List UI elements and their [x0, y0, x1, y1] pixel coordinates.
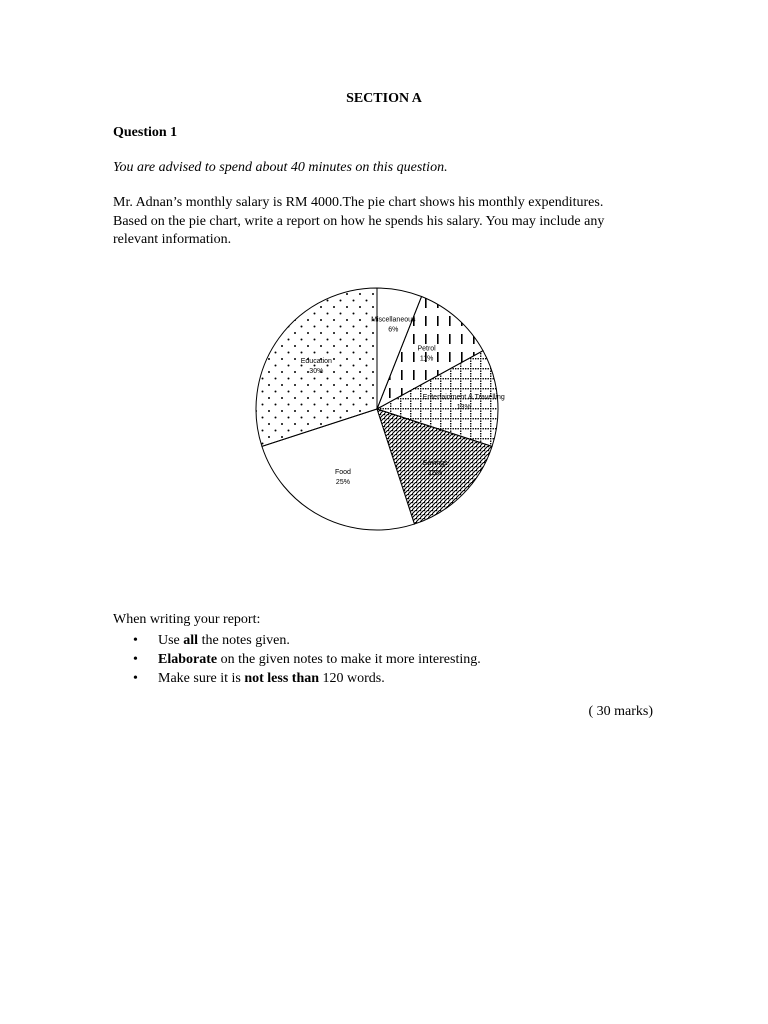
slice-value-label: 25% [335, 478, 350, 486]
list-item [133, 631, 481, 650]
bullet-icon: • [133, 671, 138, 686]
slice-label: Savings [422, 460, 448, 468]
note-text: Use [158, 633, 184, 648]
time-advice: You are advised to spend about 40 minutes on this question. [113, 160, 448, 175]
list-item [133, 669, 481, 688]
paragraph-line: relevant information. [113, 232, 232, 247]
paragraph-line: Mr. Adnan’s monthly salary is RM 4000.The pie chart shows his monthly expenditures. [113, 195, 604, 210]
paragraph-line: Based on the pie chart, write a report on how he spends his salary. You may include any [113, 213, 605, 229]
note-text: on the given notes to make it more interesting. [217, 652, 481, 667]
note-text: Make sure it is [158, 671, 245, 686]
slice-label: Education [300, 357, 332, 365]
slice-value-label: 11% [419, 355, 434, 363]
note-bold: all [183, 633, 199, 648]
slice-label: Petrol [417, 345, 436, 353]
bullet-icon: • [133, 633, 138, 648]
question-title: Question 1 [113, 125, 178, 140]
pie-svg [240, 278, 520, 548]
note-text: the notes given. [198, 633, 290, 648]
slice-label: Food [334, 468, 351, 476]
slice-label: Entertainment & Travelling [422, 393, 505, 401]
note-text: 120 words. [319, 671, 385, 686]
bullet-icon: • [133, 652, 138, 667]
note-bold: not less than [244, 671, 320, 686]
slice-value-label: 13% [456, 403, 471, 411]
expenditure-pie-chart [240, 278, 520, 548]
question-paragraph [113, 194, 673, 250]
section-title: SECTION A [346, 91, 422, 106]
note-bold: Elaborate [158, 652, 218, 667]
notes-list [133, 631, 481, 688]
slice-label: Miscellaneous [371, 316, 416, 324]
notes-heading: When writing your report: [113, 612, 261, 627]
slice-value-label: 30% [309, 367, 324, 375]
list-item [133, 650, 481, 669]
slice-value-label: 15% [428, 470, 443, 478]
marks-label: ( 30 marks) [588, 704, 653, 719]
slice-value-label: 6% [388, 326, 399, 334]
